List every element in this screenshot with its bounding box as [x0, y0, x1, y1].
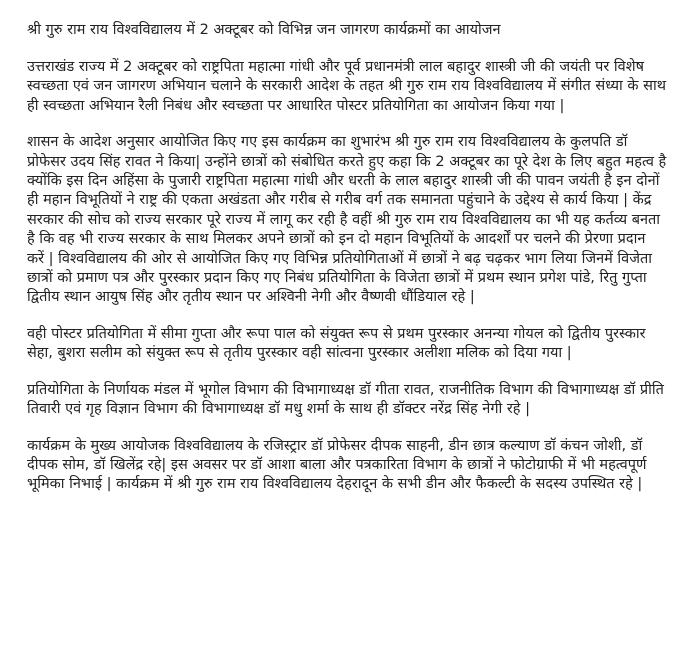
paragraph-judges: प्रतियोगिता के निर्णायक मंडल में भूगोल विभाग की विभागाध्यक्ष डॉ गीता रावत, राजनीतिक विभाग की विभागाध्यक्ष डॉ प्रीति तिवारी एवं गृह विज्ञान विभाग की विभागाध्यक्ष डॉ मधु शर्मा के साथ ही डॉक्टर नरेंद्र सिंह नेगी रहे |	[27, 381, 664, 418]
paragraph-inauguration: शासन के आदेश अनुसार आयोजित किए गए इस कार्यक्रम का शुभारंभ श्री गुरु राम राय विश्वविद्यालय के कुलपति डॉ प्रोफेसर उदय सिंह रावत ने किया| उन्होंने छात्रों को संबोधित करते हुए कहा कि 2 अक्टूबर का पूरे देश के लिए बहुत महत्व है क्योंकि इस दिन अहिंसा के पुजारी राष्ट्रपिता महात्मा गांधी और धरती के लाल बहादुर शास्त्री जी की पावन जयंती है इन दोनों ही महान विभूतियों ने राष्ट्र की एकता अखंडता और गरीब से गरीब वर्ग तक समानता पहुंचाने के उद्देश्य से कार्य किया | केंद्र सरकार की सोच को राज्य सरकार पूरे राज्य में लागू कर रही है वहीं श्री गुरु राम राय विश्वविद्यालय का भी यह कर्तव्य बनता है कि वह भी राज्य सरकार के साथ मिलकर अपने छात्रों को इन दो महान विभूतियों के आदर्शों पर चलने की प्रेरणा प्रदान करें | विश्वविद्यालय की ओर से आयोजित किए गए विभिन्न प्रतियोगिताओं में छात्रों ने बढ़ चढ़कर भाग लिया जिनमें विजेता छात्रों को प्रमाण पत्र और पुरस्कार प्रदान किए गए निबंध प्रतियोगिता के विजेता छात्रों में प्रथम स्थान प्रगेश पांडे, रितु गुप्ता द्वितीय स्थान आयुष सिंह और तृतीय स्थान पर अश्विनी नेगी और वैष्णवी धौंडियाल रहे |	[27, 134, 667, 306]
paragraph-organizers: कार्यक्रम के मुख्य आयोजक विश्वविद्यालय के रजिस्ट्रार डॉ प्रोफेसर दीपक साहनी, डीन छात्र कल्याण डॉ कंचन जोशी, डॉ दीपक सोम, डॉ खिलेंद्र रहे| इस अवसर पर डॉ आशा बाला और पत्रकारिता विभाग के छात्रों ने फोटोग्राफी में भी महत्वपूर्ण भूमिका निभाई | कार्यक्रम में श्री गुरु राम राय विश्वविद्यालय देहरादून के सभी डीन और फैकल्टी के सदस्य उपस्थित रहे |	[27, 437, 647, 493]
paragraph-poster-competition: वही पोस्टर प्रतियोगिता में सीमा गुप्ता और रूपा पाल को संयुक्त रूप से प्रथम पुरस्कार अनन्या गोयल को द्वितीय पुरस्कार सेहा, बुशरा सलीम को संयुक्त रूप से तृतीय पुरस्कार वही सांत्वना पुरस्कार अलीशा मलिक को दिया गया |	[27, 325, 646, 362]
paragraph-intro: उत्तराखंड राज्य में 2 अक्टूबर को राष्ट्रपिता महात्मा गांधी और पूर्व प्रधानमंत्री लाल बहादुर शास्त्री जी की जयंती पर विशेष स्वच्छता एवं जन जागरण अभियान चलाने के सरकारी आदेश के तहत श्री गुरु राम राय विश्वविद्यालय में संगीत संध्या के साथ ही स्वच्छता अभियान रैली निबंध और स्वच्छता पर आधारित पोस्टर प्रतियोगिता का आयोजन किया गया |	[27, 59, 666, 114]
article-title: श्री गुरु राम राय विश्वविद्यालय में 2 अक्टूबर को विभिन्न जन जागरण कार्यक्रमों का आयोजन	[27, 22, 501, 38]
article	[27, 20, 667, 512]
